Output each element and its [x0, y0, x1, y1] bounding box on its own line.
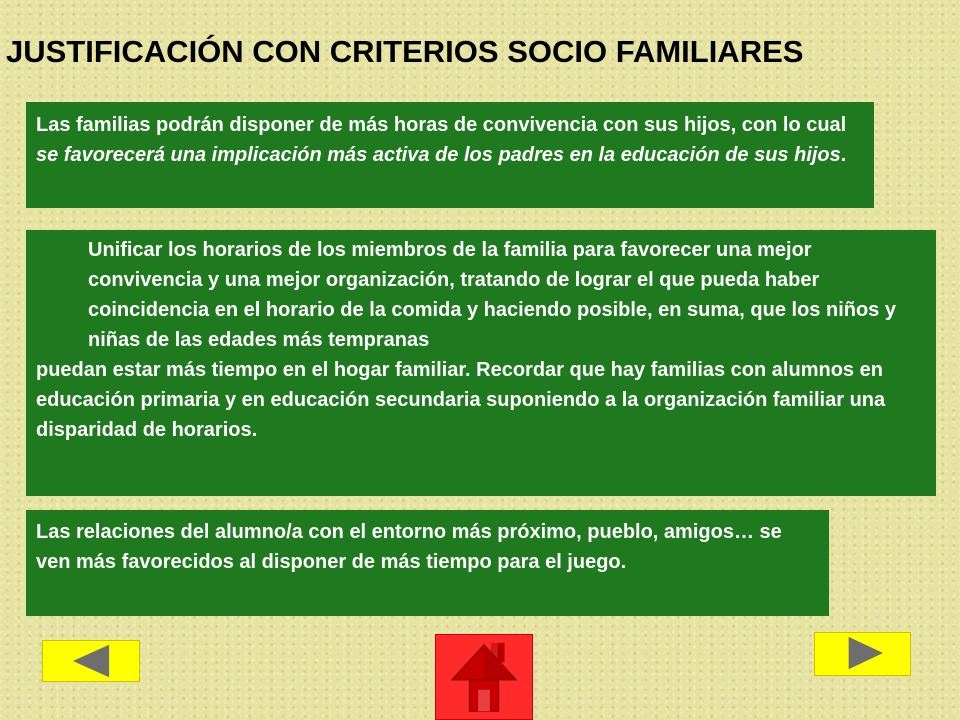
- box3-text: Las relaciones del alumno/a con el entorno más próximo, pueblo, amigos… se ven más favorecidos al disponer de más tiempo para el juego.: [36, 521, 782, 573]
- right-triangle-icon: [815, 633, 910, 675]
- text-box-relations: [26, 510, 829, 616]
- page-title: JUSTIFICACIÓN CON CRITERIOS SOCIO FAMILIARES: [6, 34, 804, 69]
- box2-indented-text: Unificar los horarios de los miembros de la familia para favorecer una mejor convivencia y una mejor organización, tratando de lograr el que pueda haber coincidencia en el horario de la comida y haciendo posible, en suma, que los niños y niñas de las edades más tempranas: [88, 239, 896, 351]
- home-icon: [436, 635, 532, 719]
- home-button[interactable]: [435, 634, 533, 720]
- box1-text: Las familias podrán disponer de más horas de convivencia con sus hijos, con lo cual: [36, 114, 847, 136]
- next-button[interactable]: [814, 632, 911, 676]
- box2-rest-text: puedan estar más tiempo en el hogar familiar. Recordar que hay familias con alumnos en educación primaria y en educación secundaria suponiendo a la organización familiar una disparidad de horarios.: [36, 359, 886, 441]
- previous-button[interactable]: [42, 640, 140, 682]
- text-box-schedules: [26, 230, 936, 496]
- box1-end: .: [840, 144, 847, 166]
- text-box-families: [26, 102, 874, 208]
- left-triangle-icon: [43, 641, 139, 681]
- box1-italic-text: se favorecerá una implicación más activa de los padres en la educación de sus hijos: [36, 144, 841, 166]
